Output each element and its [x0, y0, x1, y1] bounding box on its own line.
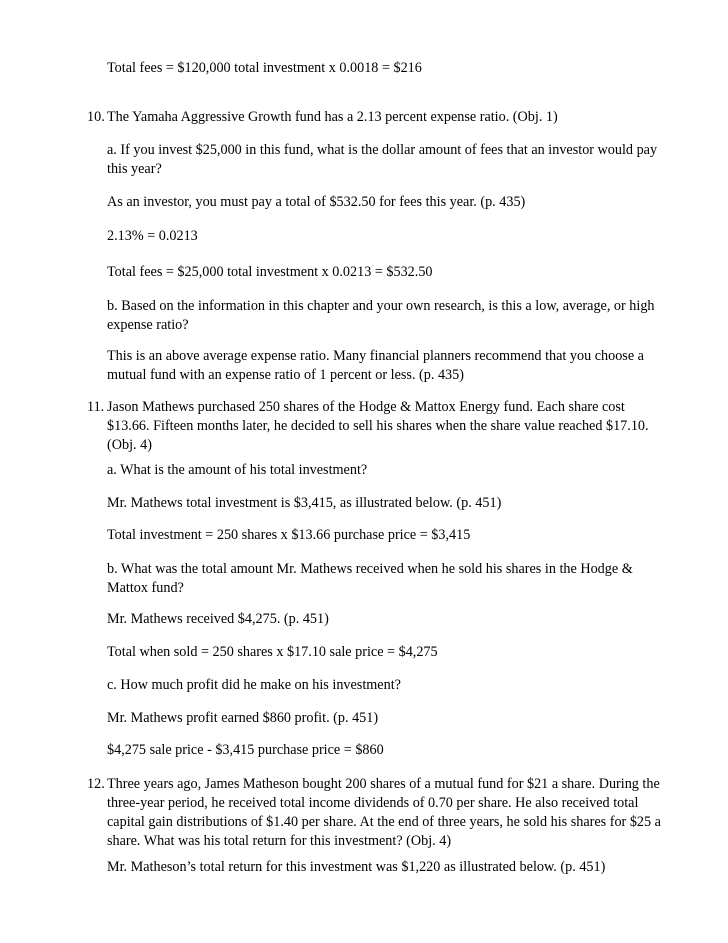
calc-line: Total investment = 250 shares x $13.66 purchase price = $3,415: [107, 527, 471, 543]
question-text: (Obj. 4): [107, 437, 152, 453]
answer-text: Mr. Mathews received $4,275. (p. 451): [107, 611, 329, 627]
subquestion-text: Mattox fund?: [107, 580, 184, 596]
subquestion-text: this year?: [107, 161, 162, 177]
question-text: The Yamaha Aggressive Growth fund has a 2.13 percent expense ratio. (Obj. 1): [107, 109, 558, 125]
answer-text: Mr. Mathews profit earned $860 profit. (p. 451): [107, 710, 379, 726]
calc-line: $4,275 sale price - $3,415 purchase price = $860: [107, 742, 384, 758]
question-number: 12.: [87, 776, 105, 792]
subquestion-text: c. How much profit did he make on his investment?: [107, 677, 401, 693]
question-text: Jason Mathews purchased 250 shares of the Hodge & Mattox Energy fund. Each share cost: [107, 399, 625, 415]
question-text: $13.66. Fifteen months later, he decided to sell his shares when the share value reached $17.10.: [107, 418, 649, 434]
subquestion-text: a. If you invest $25,000 in this fund, what is the dollar amount of fees that an investor would pay: [107, 142, 658, 158]
question-text: three-year period, he received total income dividends of 0.70 per share. He also received total: [107, 795, 639, 811]
question-number: 11.: [87, 399, 105, 415]
question-text: capital gain distributions of $1.40 per share. At the end of three years, he sold his shares for $25 a: [107, 814, 661, 830]
answer-text: As an investor, you must pay a total of $532.50 for fees this year. (p. 435): [107, 194, 526, 210]
calc-line: Total fees = $120,000 total investment x 0.0018 = $216: [107, 60, 422, 76]
answer-text: Mr. Mathews total investment is $3,415, as illustrated below. (p. 451): [107, 495, 502, 511]
subquestion-text: b. What was the total amount Mr. Mathews received when he sold his shares in the Hodge &: [107, 561, 633, 577]
calc-line: Total fees = $25,000 total investment x 0.0213 = $532.50: [107, 264, 433, 280]
answer-text: This is an above average expense ratio. Many financial planners recommend that you choose a: [107, 348, 644, 364]
calc-line: 2.13% = 0.0213: [107, 228, 198, 244]
question-number: 10.: [87, 109, 105, 125]
subquestion-text: a. What is the amount of his total investment?: [107, 462, 368, 478]
question-text: Three years ago, James Matheson bought 200 shares of a mutual fund for $21 a share. During the: [107, 776, 660, 792]
subquestion-text: b. Based on the information in this chapter and your own research, is this a low, average, or high: [107, 298, 655, 314]
answer-text: Mr. Matheson’s total return for this investment was $1,220 as illustrated below. (p. 451): [107, 859, 606, 875]
question-text: share. What was his total return for this investment? (Obj. 4): [107, 833, 452, 849]
subquestion-text: expense ratio?: [107, 317, 189, 333]
answer-text: mutual fund with an expense ratio of 1 percent or less. (p. 435): [107, 367, 464, 383]
calc-line: Total when sold = 250 shares x $17.10 sale price = $4,275: [107, 644, 438, 660]
